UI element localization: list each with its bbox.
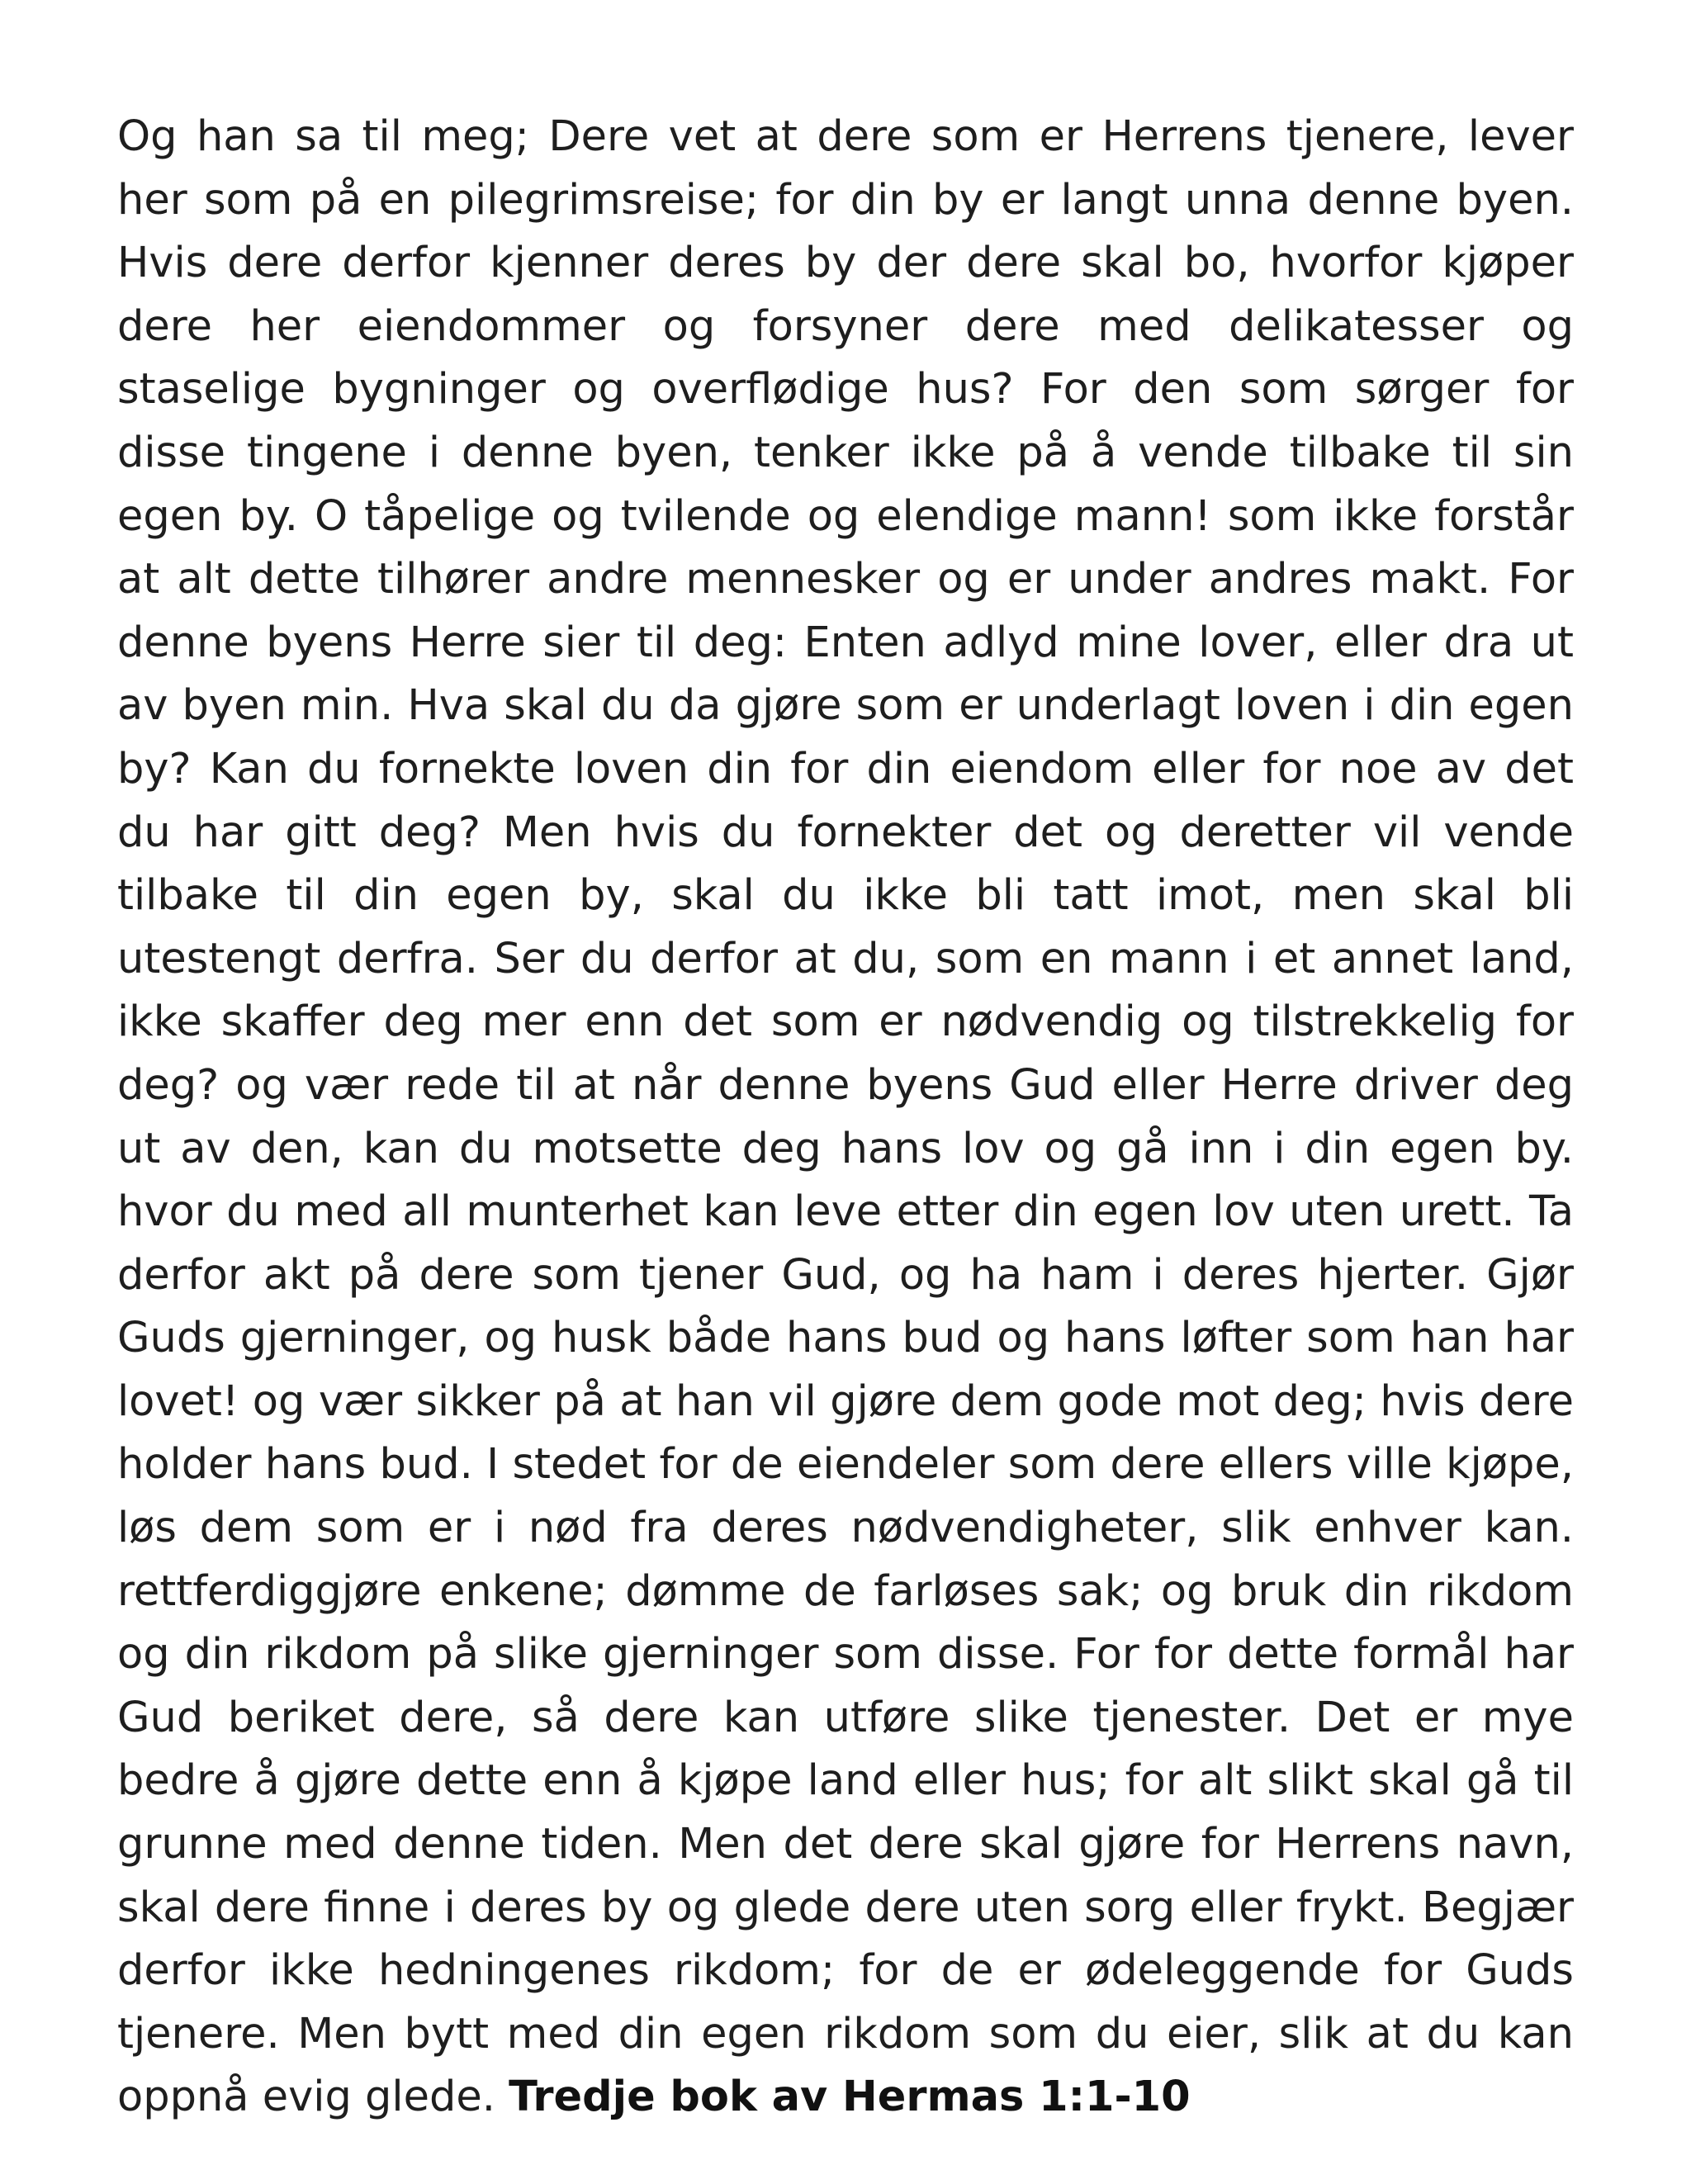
passage-paragraph [117, 106, 1574, 2130]
passage-body-text: Og han sa til meg; Dere vet at dere som er Herrens tjenere, lever her som på en pilegrimsreise; for din by er langt unna denne byen. Hvis dere derfor kjenner deres by der dere skal bo, hvorfor kjøper dere her eiendommer og forsyner dere med delikatesser og staselige bygninger og overflødige hus? For den som sørger for disse tingene i denne byen, tenker ikke på å vende tilbake til sin egen by. O tåpelige og tvilende og elendige mann! som ikke forstår at alt dette tilhører andre mennesker og er under andres makt. For denne byens Herre sier til deg: Enten adlyd mine lover, eller dra ut av byen min. Hva skal du da gjøre som er underlagt loven i din egen by? Kan du fornekte loven din for din eiendom eller for noe av det du har gitt deg? Men hvis du fornekter det og deretter vil vende tilbake til din egen by, skal du ikke bli tatt imot, men skal bli utestengt derfra. Ser du derfor at du, som en mann i et annet land, ikke skaffer deg mer enn det som er nødvendig og tilstrekkelig for deg? og vær rede til at når denne byens Gud eller Herre driver deg ut av den, kan du motsette deg hans lov og gå inn i din egen by. hvor du med all munterhet kan leve etter din egen lov uten urett. Ta derfor akt på dere som tjener Gud, og ha ham i deres hjerter. Gjør Guds gjerninger, og husk både hans bud og hans løfter som han har lovet! og vær sikker på at han vil gjøre dem gode mot deg; hvis dere holder hans bud. I stedet for de eiendeler som dere ellers ville kjøpe, løs dem som er i nød fra deres nødvendigheter, slik enhver kan. rettferdiggjøre enkene; dømme de farløses sak; og bruk din rikdom og din rikdom på slike gjerninger som disse. For for dette formål har Gud beriket dere, så dere kan utføre slike tjenester. Det er mye bedre å gjøre dette enn å kjøpe land eller hus; for alt slikt skal gå til grunne med denne tiden. Men det dere skal gjøre for Herrens navn, skal dere finne i deres by og glede dere uten sorg eller frykt. Begjær derfor ikke hedningenes rikdom; for de er ødeleggende for Guds tjenere. Men bytt med din egen rikdom som du eier, slik at du kan oppnå evig glede. [117, 112, 1574, 2122]
document-page [117, 106, 1574, 2130]
passage-citation: Tredje bok av Hermas 1:1-10 [509, 2073, 1191, 2122]
